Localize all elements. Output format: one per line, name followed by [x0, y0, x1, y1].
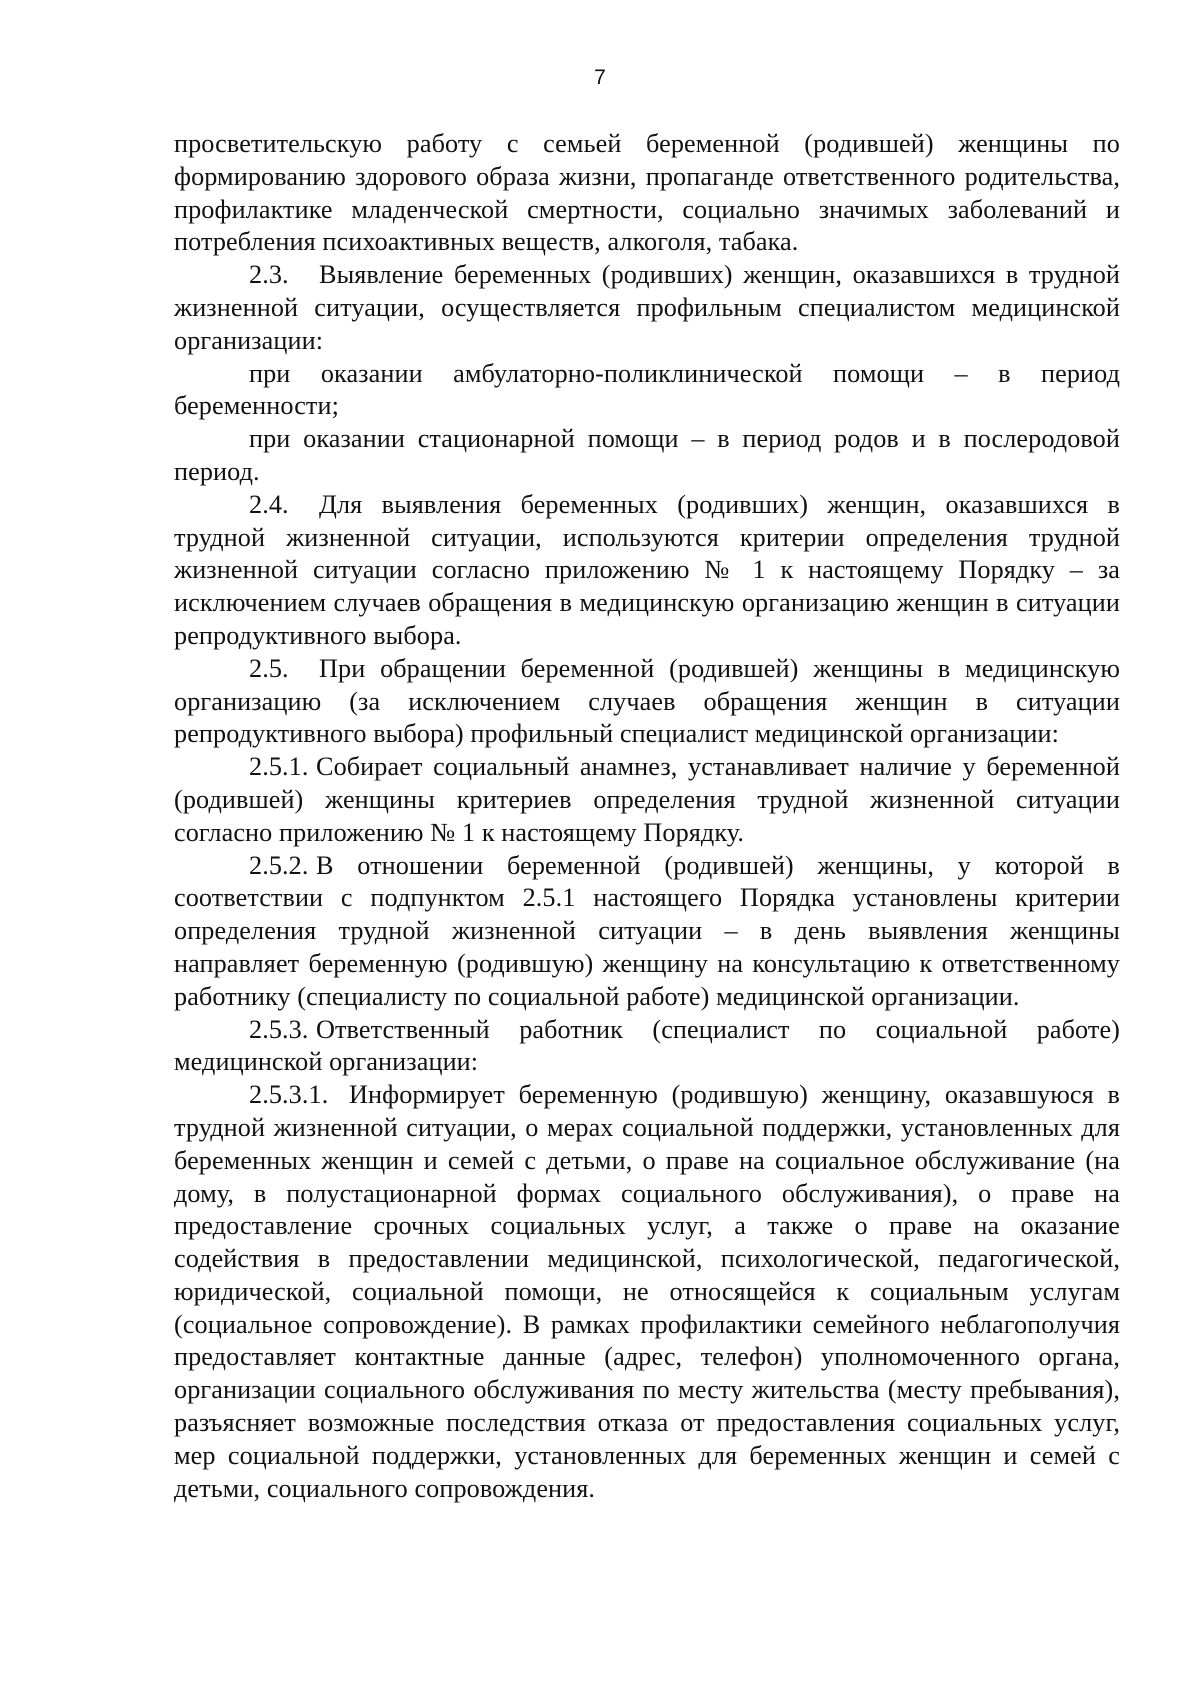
paragraph-2-3 — [174, 259, 1120, 357]
page-number: 7 — [594, 66, 606, 89]
paragraph-text: В отношении беременной (родившей) женщины, у которой в соответствии с подпунктом 2.5.1 настоящего Порядка установлены критерии определения трудной жизненной ситуации – в день выявления женщины направляет беременную (родившую) женщину на консультацию к ответственному работнику (специалисту по социальной работе) медицинской организации. — [174, 850, 1120, 1011]
paragraph-ambulatory — [174, 358, 1120, 424]
paragraph-2-5-3 — [174, 1014, 1120, 1080]
clause-number: 2.5.1. — [249, 752, 309, 782]
clause-number: 2.3. — [249, 260, 289, 290]
paragraph-text: При обращении беременной (родившей) женщины в медицинскую организацию (за исключением случаев обращения женщин в ситуации репродуктивного выбора) профильный специалист медицинской организации: — [174, 653, 1120, 749]
paragraph-continuation — [174, 128, 1120, 259]
paragraph-text: Для выявления беременных (родивших) женщин, оказавшихся в трудной жизненной ситуации, используются критерии определения трудной жизненной ситуации согласно приложению № 1 к настоящему Порядку – за исключением случаев обращения в медицинскую организацию женщин в ситуации репродуктивного выбора. — [174, 489, 1120, 650]
paragraph-text: просветительскую работу с семьей беременной (родившей) женщины по формированию здорового образа жизни, пропаганде ответственного родительства, профилактике младенческой смертности, социально значимых заболеваний и потребления психоактивных веществ, алкоголя, табака. — [174, 129, 1120, 257]
clause-number: 2.5.3. — [249, 1014, 309, 1044]
paragraph-2-4 — [174, 489, 1120, 653]
paragraph-text: при оказании стационарной помощи – в период родов и в послеродовой период. — [174, 424, 1120, 486]
paragraph-text: Выявление беременных (родивших) женщин, оказавшихся в трудной жизненной ситуации, осуществляется профильным специалистом медицинской организации: — [174, 260, 1120, 355]
clause-number: 2.4. — [249, 489, 289, 519]
paragraph-text: при оказании амбулаторно-поликлинической помощи – в период беременности; — [174, 358, 1120, 421]
paragraph-2-5-2 — [174, 850, 1120, 1014]
document-body — [174, 128, 1120, 1505]
paragraph-inpatient — [174, 423, 1120, 489]
paragraph-text: Информирует беременную (родившую) женщину, оказавшуюся в трудной жизненной ситуации, о мерах социальной поддержки, установленных для беременных женщин и семей с детьми, о праве на социальное обслуживание (на дому, в полустационарной формах социального обслуживания), о праве на предоставление срочных социальных услуг, а также о праве на оказание содействия в предоставлении медицинской, психологической, педагогической, юридической, социальной помощи, не относящейся к социальным услугам (социальное сопровождение). В рамках профилактики семейного неблагополучия предоставляет контактные данные (адрес, телефон) уполномоченного органа, организации социального обслуживания по месту жительства (месту пребывания), разъясняет возможные последствия отказа от предоставления социальных услуг, мер социальной поддержки, установленных для беременных женщин и семей с детьми, социального сопровождения. — [174, 1080, 1120, 1503]
paragraph-text: Собирает социальный анамнез, устанавливает наличие у беременной (родившей) женщины критериев определения трудной жизненной ситуации согласно приложению № 1 к настоящему Порядку. — [174, 752, 1120, 847]
clause-number: 2.5.3.1. — [249, 1080, 329, 1110]
paragraph-2-5 — [174, 653, 1120, 751]
clause-number: 2.5.2. — [249, 850, 309, 880]
paragraph-2-5-3-1 — [174, 1079, 1120, 1505]
clause-number: 2.5. — [249, 653, 289, 683]
paragraph-2-5-1 — [174, 751, 1120, 849]
paragraph-text: Ответственный работник (специалист по социальной работе) медицинской организации: — [174, 1014, 1120, 1077]
